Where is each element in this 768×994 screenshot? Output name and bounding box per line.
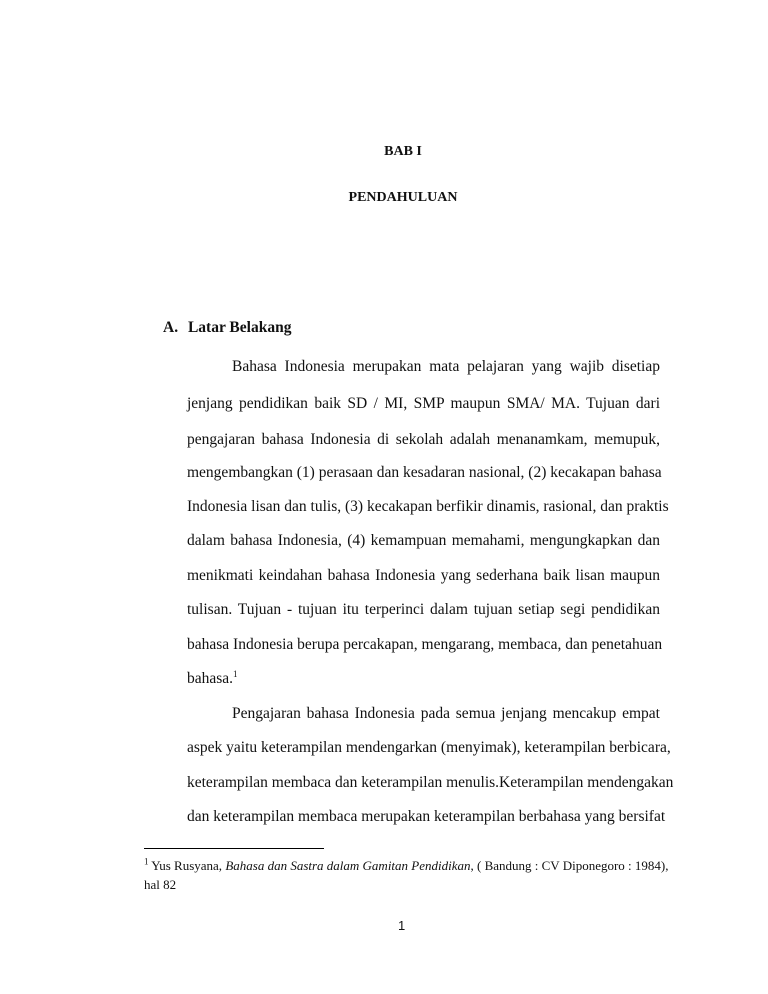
body-line-9: bahasa Indonesia berupa percakapan, mengarang, membaca, dan penetahuan — [187, 636, 663, 653]
body-line-3: pengajaran bahasa Indonesia di sekolah adalah menanamkam, memupuk, — [187, 431, 660, 448]
body-line-2: jenjang pendidikan baik SD / MI, SMP maupun SMA/ MA. Tujuan dari — [187, 395, 660, 412]
body-line-13: keterampilan membaca dan keterampilan menulis.Keterampilan mendengakan — [187, 774, 674, 791]
footnote-line-2: hal 82 — [144, 877, 177, 892]
body-line-12: aspek yaitu keterampilan mendengarkan (menyimak), keterampilan berbicara, — [187, 739, 671, 756]
footnote-separator — [144, 848, 324, 849]
body-line-7: menikmati keindahan bahasa Indonesia yang sederhana baik lisan maupun — [187, 567, 660, 584]
body-line-11: Pengajaran bahasa Indonesia pada semua jenjang mencakup empat — [232, 705, 660, 722]
body-line-14: dan keterampilan membaca merupakan keterampilan berbahasa yang bersifat — [187, 808, 666, 825]
body-line-5: Indonesia lisan dan tulis, (3) kecakapan berfikir dinamis, rasional, dan praktis — [187, 498, 669, 515]
chapter-number: BAB I — [384, 144, 422, 159]
body-line-10-text: bahasa. — [187, 670, 234, 687]
section-title: Latar Belakang — [187, 319, 292, 336]
section-heading — [163, 319, 291, 337]
page-number: 1 — [398, 918, 406, 933]
footnote — [144, 858, 669, 874]
footnote-title: Bahasa dan Sastra dalam Gamitan Pendidikan — [225, 858, 471, 873]
section-marker: A. — [163, 319, 179, 336]
body-line-4: mengembangkan (1) perasaan dan kesadaran nasional, (2) kecakapan bahasa — [187, 464, 662, 481]
footnote-rest: , ( Bandung : CV Diponegoro : 1984), — [470, 858, 669, 873]
body-line-10 — [187, 669, 660, 689]
body-line-6: dalam bahasa Indonesia, (4) kemampuan memahami, mengungkapkan dan — [187, 532, 660, 549]
chapter-title: PENDAHULUAN — [348, 190, 458, 205]
footnote-reference[interactable]: 1 — [233, 668, 238, 679]
footnote-marker: 1 — [144, 856, 149, 867]
body-line-8: tulisan. Tujuan - tujuan itu terperinci dalam tujuan setiap segi pendidikan — [187, 601, 660, 618]
footnote-author: Yus Rusyana, — [151, 858, 223, 873]
body-line-1: Bahasa Indonesia merupakan mata pelajaran yang wajib disetiap — [232, 358, 660, 375]
